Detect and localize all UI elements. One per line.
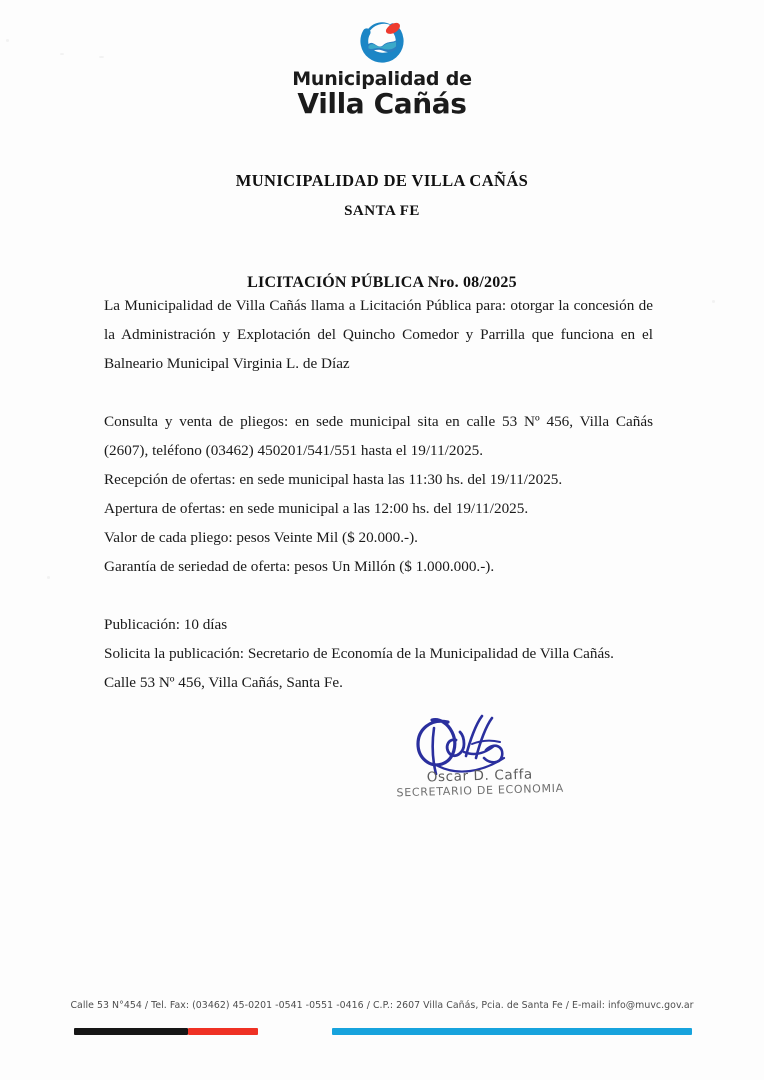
footer-bar-red	[188, 1028, 258, 1035]
paragraph-spacer	[104, 378, 653, 407]
footer-contact-line: Calle 53 N°454 / Tel. Fax: (03462) 45-0201 -0541 -0551 -0416 / C.P.: 2607 Villa Cañás, Pcia. de Santa Fe / E-mail: info@muvc.gov.ar	[70, 1000, 694, 1011]
detail-line-recepcion: Recepción de ofertas: en sede municipal hasta las 11:30 hs. del 19/11/2025.	[104, 471, 563, 488]
signature-stamp	[390, 765, 571, 800]
wordmark	[0, 70, 764, 118]
scan-speckle	[712, 300, 715, 303]
footer-bar-blue	[332, 1028, 692, 1035]
wordmark-line-2: Villa Cañás	[297, 87, 467, 120]
detail-line-pliegos: Consulta y venta de pliegos: en sede municipal sita en calle 53 Nº 456, Villa Cañás (2607), teléfono (03462) 450201/541/551 hasta el 19/11/2025.	[104, 413, 653, 459]
publication-line-solicita: Solicita la publicación: Secretario de Economía de la Municipalidad de Villa Cañás.	[104, 645, 614, 662]
organization-heading: MUNICIPALIDAD DE VILLA CAÑÁS	[235, 171, 529, 190]
detail-line-apertura: Apertura de ofertas: en sede municipal a las 12:00 hs. del 19/11/2025.	[104, 500, 529, 517]
footer-color-bars	[0, 1028, 764, 1036]
document-body	[104, 291, 653, 697]
scan-speckle	[47, 576, 50, 579]
province-subheading: SANTA FE	[344, 203, 420, 219]
wordmark-line-1: Municipalidad de	[292, 68, 472, 90]
footer-bar-black	[74, 1028, 188, 1035]
villa-canas-wave-logo-icon	[356, 14, 408, 66]
heading-block	[0, 166, 764, 298]
stamp-role: SECRETARIO DE ECONOMIA	[396, 781, 565, 800]
stamp-name: Oscar D. Caffa	[426, 766, 534, 786]
detail-line-valor-pliego: Valor de cada pliego: pesos Veinte Mil ($ 20.000.-).	[104, 529, 418, 546]
detail-line-garantia: Garantía de seriedad de oferta: pesos Un Millón ($ 1.000.000.-).	[104, 558, 495, 575]
signature-area	[382, 706, 572, 806]
intro-paragraph: La Municipalidad de Villa Cañás llama a Licitación Pública para: otorgar la concesión de la Administración y Explotación del Quincho Comedor y Parrilla que funciona en el Balneario Municipal Virginia L. de Díaz	[104, 297, 653, 372]
letterhead	[0, 14, 764, 118]
paragraph-spacer	[104, 581, 653, 610]
tender-title: LICITACIÓN PÚBLICA Nro. 08/2025	[247, 274, 517, 291]
publication-line-direccion: Calle 53 Nº 456, Villa Cañás, Santa Fe.	[104, 674, 343, 691]
publication-line-dias: Publicación: 10 días	[104, 616, 228, 633]
